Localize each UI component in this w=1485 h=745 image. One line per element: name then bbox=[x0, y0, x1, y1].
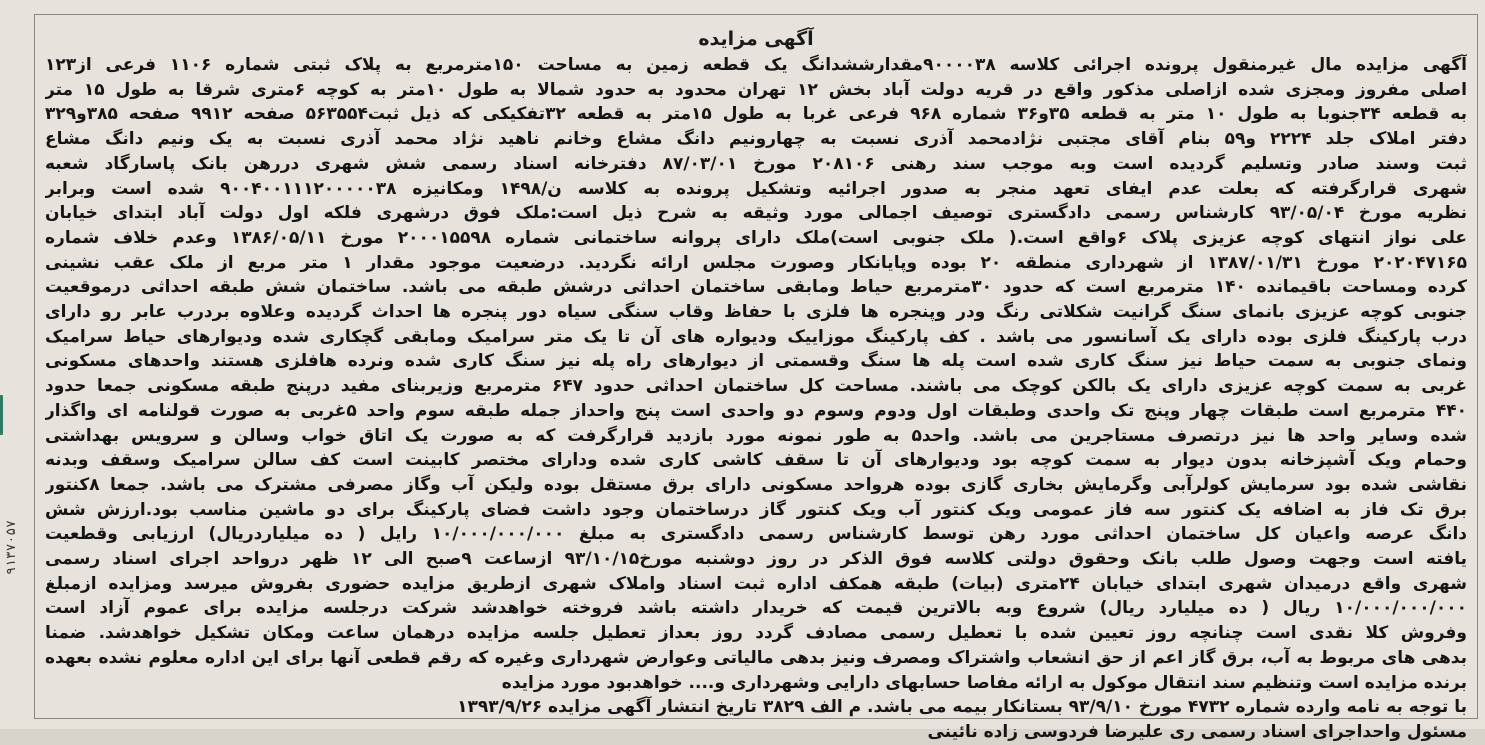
notice-line: ونمای جنوبی به سمت حیاط نیز سنگ کاری شده است پله ها سنگ وقسمتی از دیوارهای راه پله نیز سنگ کاری شده ونرده هافلزی هستند واحدهای مسکونی bbox=[45, 351, 1467, 372]
notice-body bbox=[35, 51, 1477, 745]
notice-signature: مسئول واحداجرای اسناد رسمی ری علیرضا فردوسی زاده نائینی bbox=[927, 721, 1467, 742]
notice-line: وحمام ویک آشپزخانه بدون دیوار به سمت کوچه بود ودیوارهای آن تا سقف کاشی کاری شده ودارای مختصر کابینت است کف سالن سرامیک وسقف وبدنه bbox=[45, 450, 1467, 471]
edge-stamp-mark bbox=[0, 395, 13, 435]
notice-line: با توجه به نامه وارده شماره ۴۷۳۲ مورخ ۹۳/۹/۱۰ بستانکار بیمه می باشد. م الف ۳۸۲۹ تاریخ انتشار آگهی مزایده ۱۳۹۳/۹/۲۶ bbox=[457, 697, 1467, 718]
side-serial-number: ۹۱۳۷۰۵۷ bbox=[4, 520, 19, 575]
notice-line: علی نواز انتهای کوچه عزیزی پلاک ۶واقع است.( ملک جنوبی است)ملک دارای پروانه ساختمانی شماره ۲۰۰۰۱۵۵۹۸ مورخ ۱۳۸۶/۰۵/۱۱ وعدم خلاف شماره bbox=[45, 227, 1467, 248]
notice-line: ۲۰۲۰۴۷۱۶۵ مورخ ۱۳۸۷/۰۱/۳۱ از شهرداری منطقه ۲۰ بوده وپایانکار وصورت مجلس ارائه نگردید. درضعیت موجود مقدار ۱ متر مربع از ملک عقب نشینی bbox=[45, 252, 1467, 273]
notice-line: اصلی مفروز ومجزی شده ازاصلی مذکور واقع در قریه دولت آباد بخش ۱۲ تهران محدود به حدود شمالا به طول ۱۰متر به کوچه ۶متری شرقا به طول ۱۵ متر bbox=[45, 79, 1467, 100]
auction-notice bbox=[34, 14, 1478, 742]
notice-line: یافته است وجهت وصول طلب بانک وحقوق دولتی کلاسه فوق الذکر در روز دوشنبه مورخ۹۳/۱۰/۱۵ ازساعت ۹صبح الی ۱۲ ظهر درواحد اجرای اسناد رسمی bbox=[45, 549, 1467, 570]
notice-line: ثبت وسند صادر وتسلیم گردیده است وبه موجب سند رهنی ۲۰۸۱۰۶ مورخ ۸۷/۰۳/۰۱ دفترخانه اسناد رسمی شش شهری دررهن بانک پاسارگاد شعبه bbox=[45, 153, 1467, 174]
notice-line: غربی به سمت کوچه عزیزی دارای یک بالکن کوچک می باشند. مساحت کل ساختمان احداثی حدود ۶۴۷ مترمربع وزیربنای مفید درپنج طبقه مسکونی جمعا حدود bbox=[45, 376, 1467, 397]
notice-line: ۱۰/۰۰۰/۰۰۰/۰۰۰ ریال ( ده میلیارد ریال) شروع وبه بالاترین قیمت که خریدار داشته باشد فروخته خواهدشد شرکت درجلسه مزایده برای عموم آزاد است bbox=[45, 598, 1467, 619]
notice-line: آگهی مزایده مال غیرمنقول پرونده اجرائی کلاسه ۹۰۰۰۰۳۸مقدارششدانگ یک قطعه زمین به مساحت ۱۵۰مترمربع به پلاک ثبتی شماره ۱۱۰۶ فرعی از۱۲۳ bbox=[45, 55, 1467, 75]
notice-line: شهری واقع درمیدان شهری ابتدای خیابان ۲۴متری (بیات) طبقه همکف اداره ثبت اسناد واملاک شهری ازطریق مزایده حضوری بفروش میرسد ومزایده ازمبلغ bbox=[45, 573, 1467, 594]
notice-line: دانگ عرصه واعیان کل ساختمان احداثی مورد رهن توسط کارشناس رسمی دادگستری به مبلغ ۱۰/۰۰۰/۰۰۰/۰۰۰ رایل ( ده میلیاردریال) ارزیابی وقطعیت bbox=[45, 524, 1467, 545]
notice-line: بدهی های مربوط به آب، برق گاز اعم از حق انشعاب واشتراک ومصرف ونیز بدهی مالیاتی وعوارض شهرداری وغیره که رقم قطعی آنها برای این اداره معلوم نشده بعهده bbox=[45, 647, 1467, 668]
notice-line: جنوبی کوچه عزیزی بانمای سنگ گرانیت شکلاتی رنگ ودر وپنجره ها فلزی با حفاظ وقاب سنگی سیاه دور پنجره ها احداث گردیده وعلاوه بردرب عابر رو دارای bbox=[45, 302, 1467, 323]
notice-line: کرده ومساحت باقیمانده ۱۴۰ مترمربع است که حدود ۳۰مترمربع حیاط ومابقی ساختمان احداثی درشش طبقه می باشد. ساختمان شش طبقه احداثی درموقعیت bbox=[45, 277, 1467, 298]
notice-line: وفروش کلا نقدی است چنانچه روز تعیین شده با تعطیل رسمی مصادف گردد روز بعداز تعطیل جلسه مزایده درهمان ساعت ومکان تشکیل خواهدشد. ضمنا bbox=[45, 623, 1467, 644]
notice-line: ۴۴۰ مترمربع است طبقات چهار وپنج تک واحدی وطبقات اول ودوم وسوم دو واحدی است پنج واحداز جمله طبقه سوم واحد ۵غربی به صورت قولنامه ای واگذار bbox=[45, 400, 1467, 421]
notice-line: برنده مزایده است وتنظیم سند انتقال موکول به ارائه مفاصا حسابهای دارایی وشهرداری و.... خواهدبود مورد مزایده bbox=[501, 672, 1467, 693]
notice-line: شده وسایر واحد ها نیز درتصرف مستاجرین می باشد. واحد۵ به طور نمونه مورد بازدید قرارگرفت که به صورت یک اتاق خواب وسالن و سرویس بهداشتی bbox=[45, 425, 1467, 446]
notice-line: نظریه مورخ ۹۳/۰۵/۰۴ کارشناس رسمی دادگستری توصیف اجمالی مورد وثیقه به شرح ذیل است:ملک فوق درشهری فلکه اول دولت آباد ابتدای خیابان bbox=[45, 203, 1467, 224]
notice-line: درب پارکینگ فلزی بوده دارای یک آسانسور می باشد . کف پارکینگ موزاییک ودیواره های آن تا یک متر سرامیک ومابقی گچکاری شده ودیوارهای حیاط سرامیک bbox=[45, 326, 1467, 347]
notice-line: نقاشی شده بود سرمایش کولرآبی وگرمایش بخاری گازی بوده هرواحد مسکونی دارای برق مستقل بوده ولیکن آب وگاز مصرفی مشترک می باشد. جمعا ۸کنتور bbox=[45, 474, 1467, 495]
notice-title: آگهی مزایده bbox=[698, 28, 814, 50]
notice-line: برق تک فاز به اضافه یک کنتور سه فاز عمومی ویک کنتور آب ویک کنتور گاز درساختمان وجود داشت فضای پارکینگ برای دو ماشین مناسب بود.ارزش شش bbox=[45, 499, 1467, 520]
notice-line: دفتر املاک جلد ۲۲۲۴ و۵۹ بنام آقای مجتبی نژادمحمد آذری نسبت به چهارونیم دانگ مشاع وخانم ناهید نژاد محمد آذری نسبت به یک ونیم دانگ مشاع bbox=[45, 129, 1467, 150]
notice-line: شهری قرارگرفته که بعلت عدم ایفای تعهد منجر به صدور اجرائیه وتشکیل پرونده به کلاسه ن/۱۴۹۸ ومکانیزه ۹۰۰۴۰۰۱۱۱۲۰۰۰۰۰۳۸ شده است وبرابر bbox=[45, 178, 1467, 199]
notice-line: به قطعه ۳۴جنوبا به طول ۱۰ متر به قطعه ۳۵و۳۶ شماره ۹۶۸ فرعی غربا به طول ۱۵متر به قطعه ۳۲تفکیکی که ذیل ثبت۵۶۳۵۵۴ صفحه ۹۹۱۲ صفحه ۳۸۵و۳۲۹ bbox=[45, 104, 1467, 125]
